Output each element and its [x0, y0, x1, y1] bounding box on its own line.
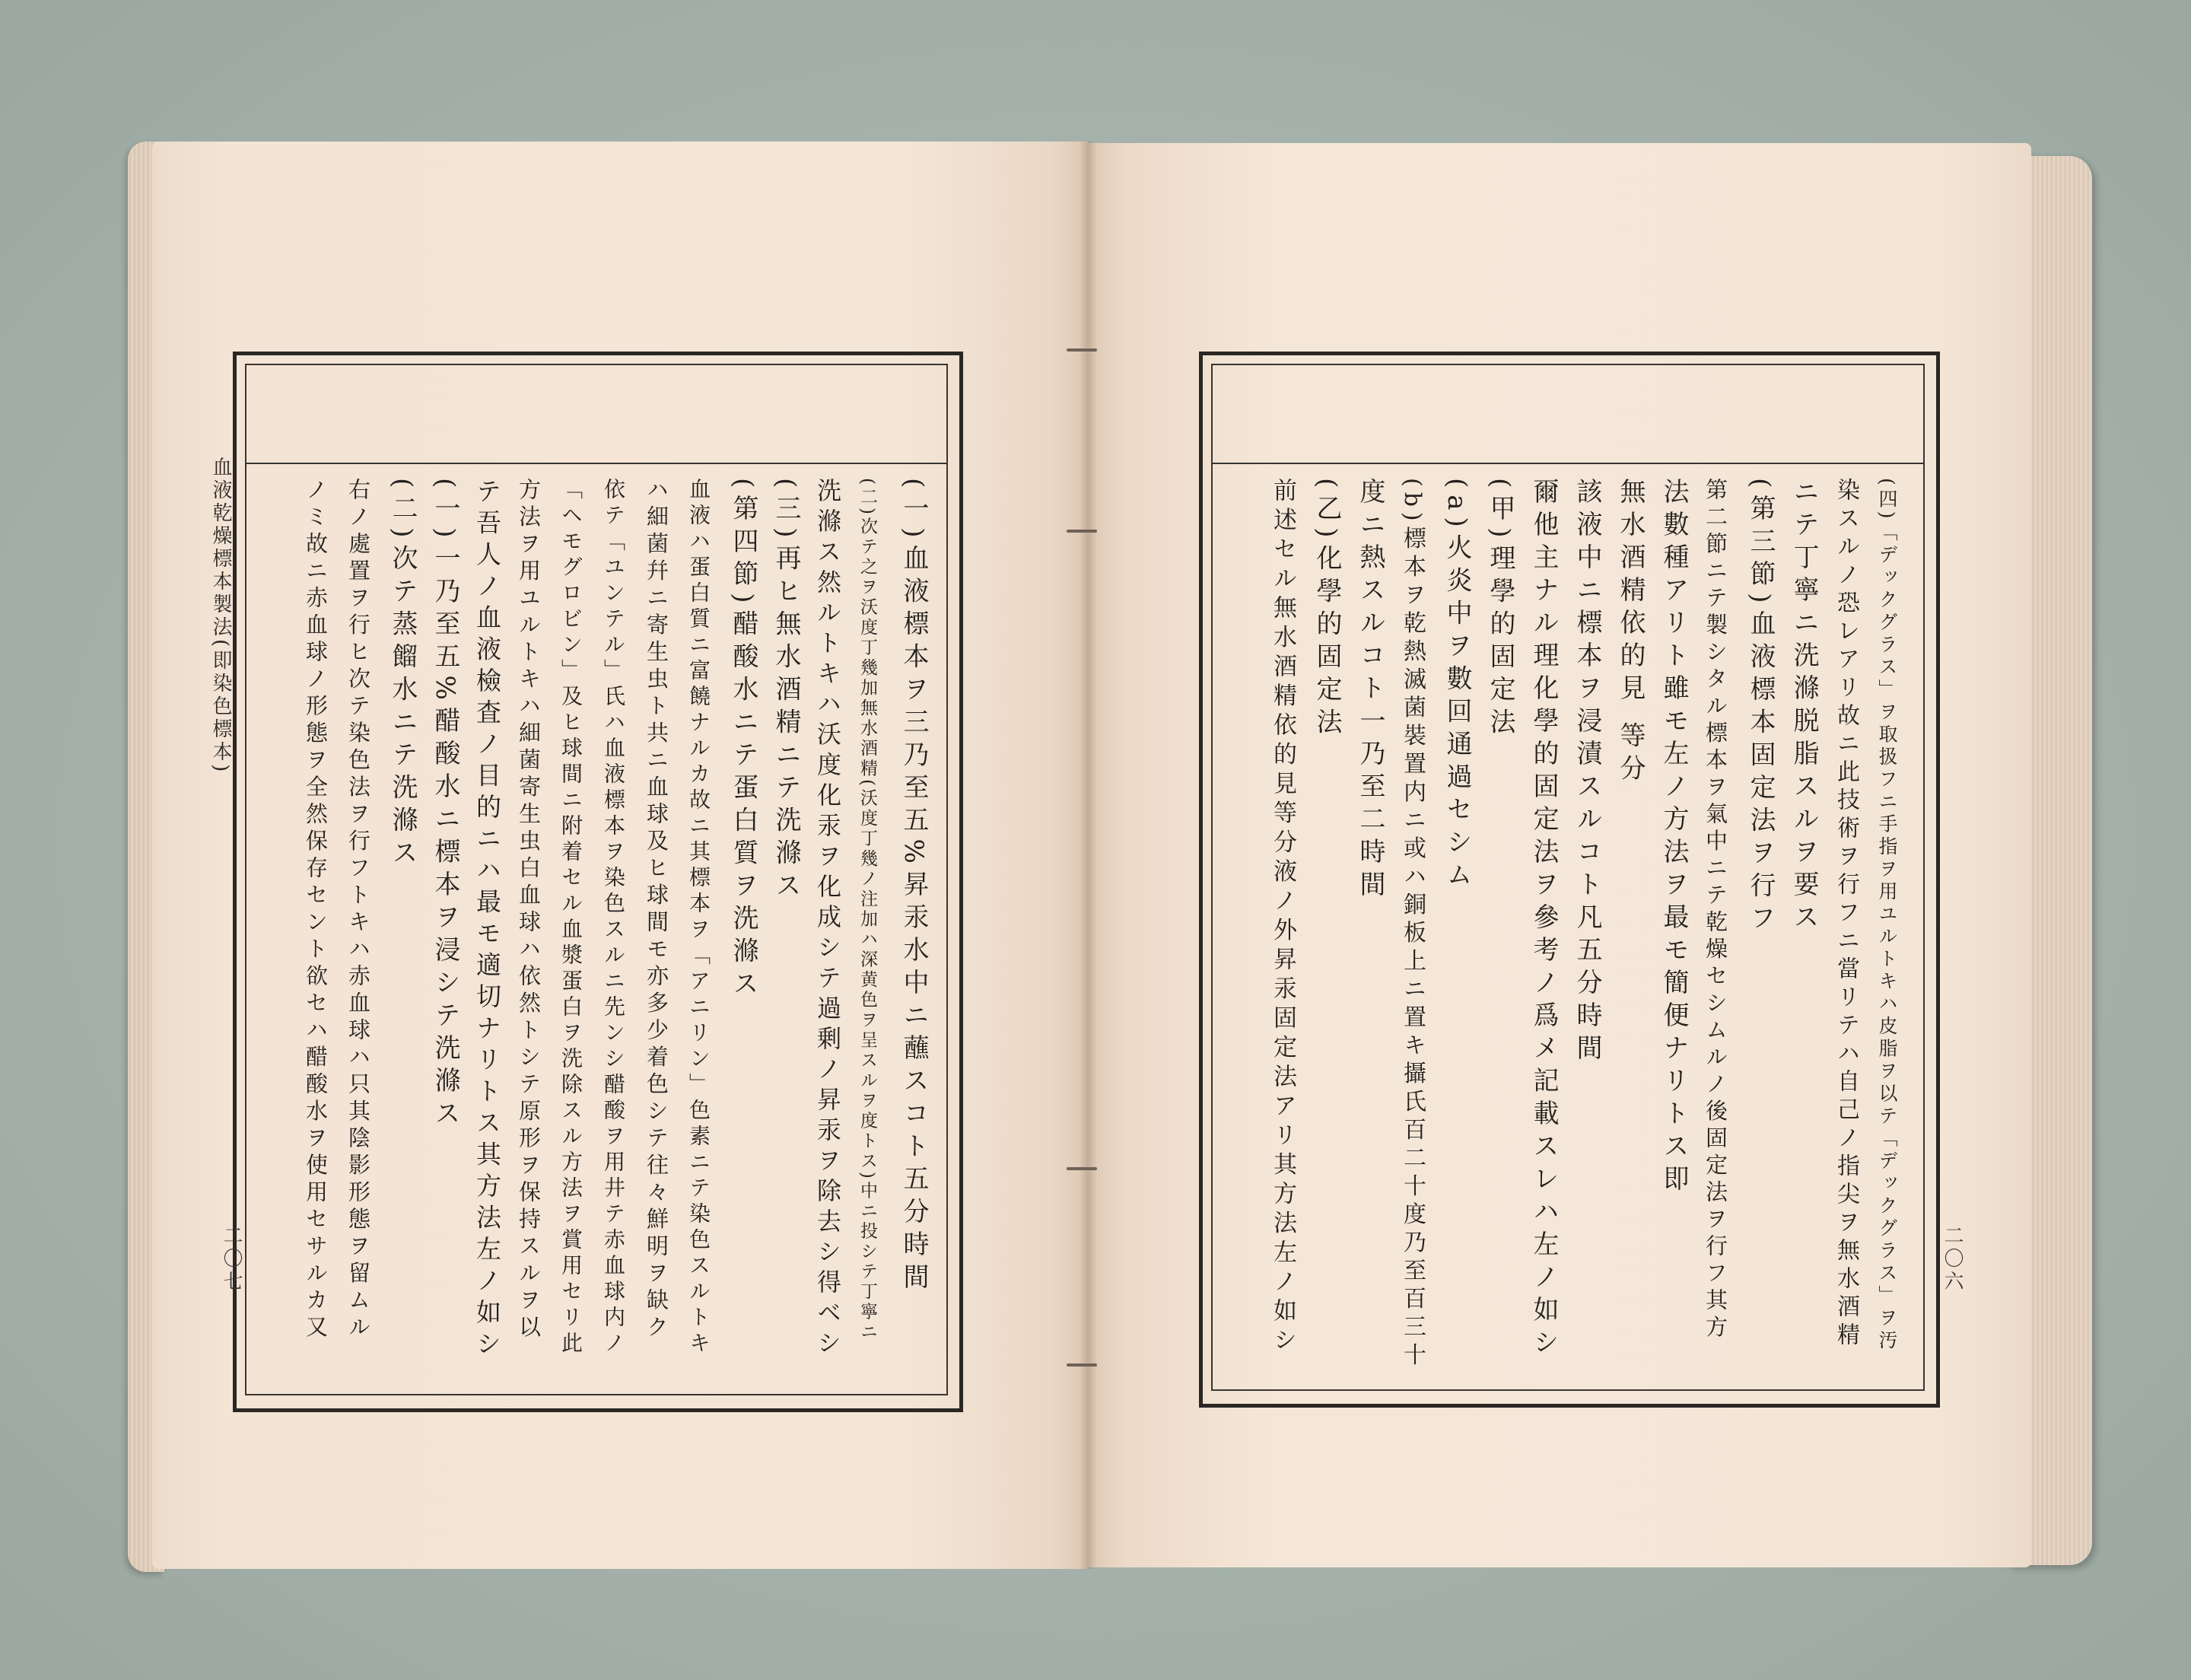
text-column: (甲)理學的固定法: [1485, 478, 1515, 741]
text-column: 該液中ニ標本ヲ浸漬スルコト凡五分時間: [1572, 478, 1602, 1067]
text-column: 血液ハ蛋白質ニ富饒ナルカ故ニ其標本ヲ「アニリン」色素ニテ染色スルトキ: [686, 478, 711, 1357]
text-column: 染スルノ恐レアリ故ニ此技術ヲ行フニ當リテハ自己ノ指尖ヲ無水酒精: [1833, 478, 1859, 1351]
text-column: ニテ丁寧ニ洗滌脱脂スルヲ要ス: [1789, 478, 1819, 936]
text-column: 爾他主ナル理化學的固定法ヲ參考ノ爲メ記載スレハ左ノ如シ: [1528, 478, 1559, 1361]
page-number-left: 二〇七: [220, 1225, 243, 1293]
text-column: (二)次テ之ヲ沃度丁幾加無水酒精(沃度丁幾ノ注加ハ深黄色ヲ呈スルヲ度トス)中ニ投シテ丁寧ニ: [857, 478, 877, 1343]
text-column: 度ニ熱スルコト一乃至二時間: [1355, 478, 1385, 903]
text-column: (二)次テ蒸餾水ニテ洗滌ス: [387, 478, 418, 872]
binding-stitch: [1067, 1167, 1097, 1170]
running-header: 血液乾燥標本製法(即染色標本): [209, 457, 232, 775]
text-column: (b)標本ヲ乾熱滅菌裝置内ニ或ハ銅板上ニ置キ攝氏百二十度乃至百三十: [1399, 478, 1426, 1371]
text-column: 無水酒精依的見 等分: [1615, 478, 1646, 788]
text-column: 「ヘモグロビン」及ヒ球間ニ附着セル血漿蛋白ヲ洗除スル方法ヲ賞用セリ此: [558, 478, 584, 1357]
text-column: ハ細菌幷ニ寄生虫ト共ニ血球及ヒ球間モ亦多少着色シテ往々鮮明ヲ缺ク: [644, 478, 669, 1342]
left-header-rule: [245, 463, 946, 464]
text-column: ノミ故ニ赤血球ノ形態ヲ全然保存セント欲セハ醋酸水ヲ使用セサルカ又: [303, 478, 329, 1342]
text-column: テ吾人ノ血液檢査ノ目的ニハ最モ適切ナリトス其方法左ノ如シ: [472, 478, 502, 1362]
text-column: 第二節ニテ製シタル標本ヲ氣中ニテ乾燥セシムルノ後固定法ヲ行フ其方: [1703, 478, 1728, 1342]
text-column: (乙)化學的固定法: [1312, 478, 1342, 741]
text-column: 右ノ處置ヲ行ヒ次テ染色法ヲ行フトキハ赤血球ハ只其陰影形態ヲ留ムル: [345, 478, 371, 1342]
text-column: 洗滌ス然ルトキハ沃度化汞ヲ化成シテ過剰ノ昇汞ヲ除去シ得ベシ: [813, 478, 842, 1360]
book-gutter: [1079, 142, 1097, 1569]
text-column: 前述セル無水酒精依的見等分液ノ外昇汞固定法アリ其方法左ノ如シ: [1269, 478, 1296, 1357]
text-column: (第三節)血液標本固定法ヲ行フ: [1745, 478, 1776, 937]
right-header-rule: [1211, 463, 1923, 464]
text-column: 方法ヲ用ユルトキハ細菌寄生虫白血球ハ依然トシテ原形ヲ保持スルヲ以: [516, 478, 542, 1342]
text-column: (一)一乃至五%醋酸水ニ標本ヲ浸シテ洗滌ス: [430, 478, 460, 1132]
binding-stitch: [1067, 348, 1097, 352]
text-column: (三)再ヒ無水酒精ニテ洗滌ス: [771, 478, 801, 905]
page-number-right: 二〇六: [1941, 1225, 1964, 1293]
text-column: 法數種アリト雖モ左ノ方法ヲ最モ簡便ナリトス即: [1658, 478, 1689, 1198]
text-column: (a)火炎中ヲ數回通過セシム: [1442, 478, 1472, 894]
text-column: (一)血液標本ヲ三乃至五%昇汞水中ニ蘸スコト五分時間: [898, 478, 929, 1296]
text-column: (第四節)醋酸水ニテ蛋白質ヲ洗滌ス: [728, 478, 758, 1003]
text-column: 依テ「ユンテル」氏ハ血液標本ヲ染色スルニ先ンシ醋酸ヲ用井テ赤血球内ノ: [601, 478, 626, 1357]
binding-stitch: [1067, 530, 1097, 533]
text-column: (四)「デックグラス」ヲ取扱フニ手指ヲ用ユルトキハ皮脂ヲ以テ「デックグラス」ヲ汚: [1876, 478, 1898, 1353]
binding-stitch: [1067, 1363, 1097, 1367]
